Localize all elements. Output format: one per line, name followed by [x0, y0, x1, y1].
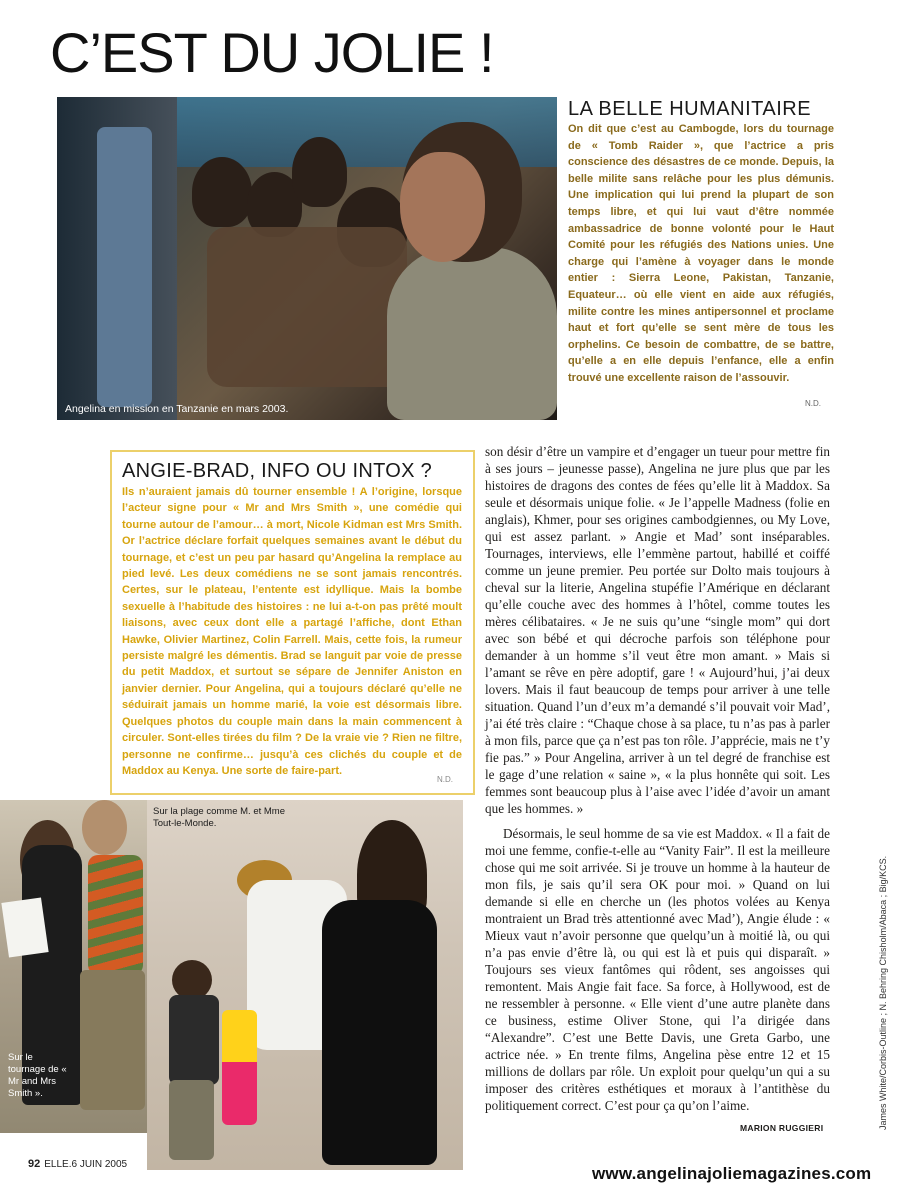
headline: C’EST DU JOLIE !	[50, 21, 494, 84]
belle-credit: N.D.	[805, 399, 821, 408]
photo-woman-shirt	[387, 247, 557, 420]
author-signature: MARION RUGGIERI	[740, 1123, 824, 1133]
photo-striped-shirt	[88, 855, 143, 975]
photo-crowd-head	[192, 157, 252, 227]
photo-caption-set: Sur le tournage de « Mr and Mrs Smith ».	[8, 1052, 67, 1099]
angie-brad-title: ANGIE-BRAD, INFO OU INTOX ?	[122, 460, 432, 482]
photo-crowd-head	[292, 137, 347, 207]
photo-woman-black-dress	[322, 900, 437, 1165]
main-article-column	[485, 443, 830, 1122]
photo-beach-toys	[222, 1010, 257, 1125]
photo-script-paper	[1, 897, 48, 957]
photo-crowd-bodies	[207, 227, 407, 387]
website-watermark: www.angelinajoliemagazines.com	[592, 1164, 872, 1183]
belle-humanitaire-body: On dit que c’est au Cambogde, lors du tournage de « Tomb Raider », que l’actrice a pris conscience des désastres de ce monde. Depuis, la belle milite sans relâche pour les plus démunis. Une implication qui lui prend la plupart de son temps libre, et qui lui vaut d’être nommée ambassadrice de bonne volonté pour le Haut Comité pour les réfugiés des Nations unies. Une charge qui l’amène à voyager dans le monde entier : Sierra Leone, Pakistan, Tanzanie, Equateur… où elle vient en aide aux réfugiés, milite contre les mines antipersonnel et proclame haut et fort qu’elle se sent mère de tous les orphelins. Ce besoin de combattre, de se battre, qu’elle a en elle depuis l’enfance, elle a enfin trouvé une excellente raison de l’assouvir.	[568, 123, 834, 384]
angie-brad-body: Ils n’auraient jamais dû tourner ensemble ! A l’origine, lorsque l’acteur signe pour « Mr and Mrs Smith », une comédie qui tourne autour de l’amour… à mort, Nicole Kidman est Mrs Smith. Or l’actrice déclare forfait quelques semaines avant le début du tournage, et c’est un peu par hasard qu’Angelina la remplace au pied levé. Les deux comédiens ne se sont jamais rencontrés. Certes, sur le plateau, l’entente est idyllique. Mais la bombe sexuelle à l’habitude des histoires : ne lui a-t-on pas prêté moult liaisons, avec ceux dont elle a partagé l’affiche, dont Ethan Hawke, Olivier Martinez, Colin Farrell. Mais, cette fois, la rumeur persiste malgré les démentis. Brad se languit par voie de presse du petit Maddox, et surtout se sépare de Jennifer Aniston en janvier dernier. Pour Angelina, qui a toujours déclaré qu’elle ne séduirait jamais un homme marié, la voie est désormais libre. Quelques photos du couple main dans la main commencent à circuler. Sont-elles tirées du film ? De la vraie vie ? Rien ne filtre, personne ne confirme… jusqu’à ces clichés du couple et de Maddox au Kenya. Une sorte de faire-part.	[122, 486, 462, 777]
photo-child-pants	[169, 1080, 214, 1160]
photo-woman-face	[400, 152, 485, 262]
photo-credits: James White/Corbis-Outline ; N. Behring Chisholm/Abaca ; Big/KCS.	[878, 855, 888, 1130]
photo-caption-tanzania: Angelina en mission en Tanzanie en mars 2003.	[65, 403, 289, 415]
photo-beach-kenya	[147, 800, 463, 1170]
page-folio	[28, 1158, 127, 1170]
article-paragraph: son désir d’être un vampire et d’engager un tueur pour mettre fin à ses jours – jeunesse passe), Angelina ne jure plus que par les histoires de dragons des contes de fées qu’elle lit à Maddox. Sa seule et désormais unique folie. « Je l’appelle Madness (folie en anglais), Khmer, pour ses origines cambodgiennes, ou My Love, qui est assez parlant. » Angie et Mad’ sont inséparables. Tournages, interviews, elle l’emmène partout, habillé et coiffé comme un jeune premier. Peu portée sur Dolto mais toujours à cheval sur la literie, Angelina stupéfie l’Amérique en déclarant qu’elle couche avec des hommes à l’hôtel, comme toutes les mères célibataires. « Je ne suis qu’une “single mom” qui dort avec son bébé et qui décroche parfois son téléphone pour demander à un homme s’il veut être mon amant. » Mais si l’amant se rêve en père adoptif, gare ! « Aujourd’hui, j’ai deux lovers. Mais il faut beaucoup de temps pour arriver à une telle situation. Quand l’un d’eux m’a demandé s’il pouvait voir Mad’, j’ai été très claire : “Chaque chose à sa place, tu n’as pas à parler à mon fils, parce que ça n’est pas ton rôle. J’apprécie, mais ne t’y fie pas.” » Pour Angelina, arriver à un tel degré de franchise est le gage d’une relation « saine », « la plus honnête qui soit. Les femmes sont beaucoup plus à l’aise avec l’idée d’avoir un amant que les hommes. »	[485, 444, 830, 816]
photo-cargo-pants	[80, 970, 145, 1110]
belle-humanitaire-title: LA BELLE HUMANITAIRE	[568, 98, 812, 120]
photo-tanzania	[57, 97, 557, 420]
photo-man-head	[82, 800, 127, 855]
photo-jeans-figure	[97, 127, 152, 407]
photo-child-head	[172, 960, 212, 1000]
angie-brad-credit: N.D.	[437, 775, 453, 784]
photo-child-body	[169, 995, 219, 1085]
page-number: 92	[28, 1158, 41, 1170]
article-paragraph: Désormais, le seul homme de sa vie est Maddox. « Il a fait de moi une femme, confie-t-elle au “Vanity Fair”. Il est la meilleure chose qui me soit arrivée. Si je trouve un homme à la hauteur de mon fils, je sais qu’il sera OK pour moi. » Quand on lui demande si elle en cherche un (les photos volées au Kenya montraient un Brad très attentionné avec Mad’), Angie élude : « Mieux vaut n’avoir personne que quelqu’un à moitié là, ou qui n’a pas envie d’être là, ou qui est là et puis qui disparaît. » Toujours ses vieux fantômes qui rôdent, ses angoisses qui remontent. Mais Angie fait face. Sa force, à Hollywood, est de ne ressembler à personne. « Elle vient d’une autre planète dans ce business, estime Oliver Stone, qui l’a dirigée dans “Alexandre”. C’est une Bette Davis, une Greta Garbo, une actrice née. » En trente films, Angelina pèse entre 12 et 15 millions de dollars par rôle. Un exploit pour quelqu’un qui a su imposer des critères esthétiques et moraux à l’antithèse du politiquement correct. C’est pour ça qu’on l’aime.	[485, 826, 830, 1113]
photo-caption-beach: Sur la plage comme M. et Mme Tout-le-Monde.	[153, 806, 285, 829]
issue-label: ELLE.6 JUIN 2005	[44, 1159, 128, 1170]
angie-brad-box	[110, 450, 475, 795]
